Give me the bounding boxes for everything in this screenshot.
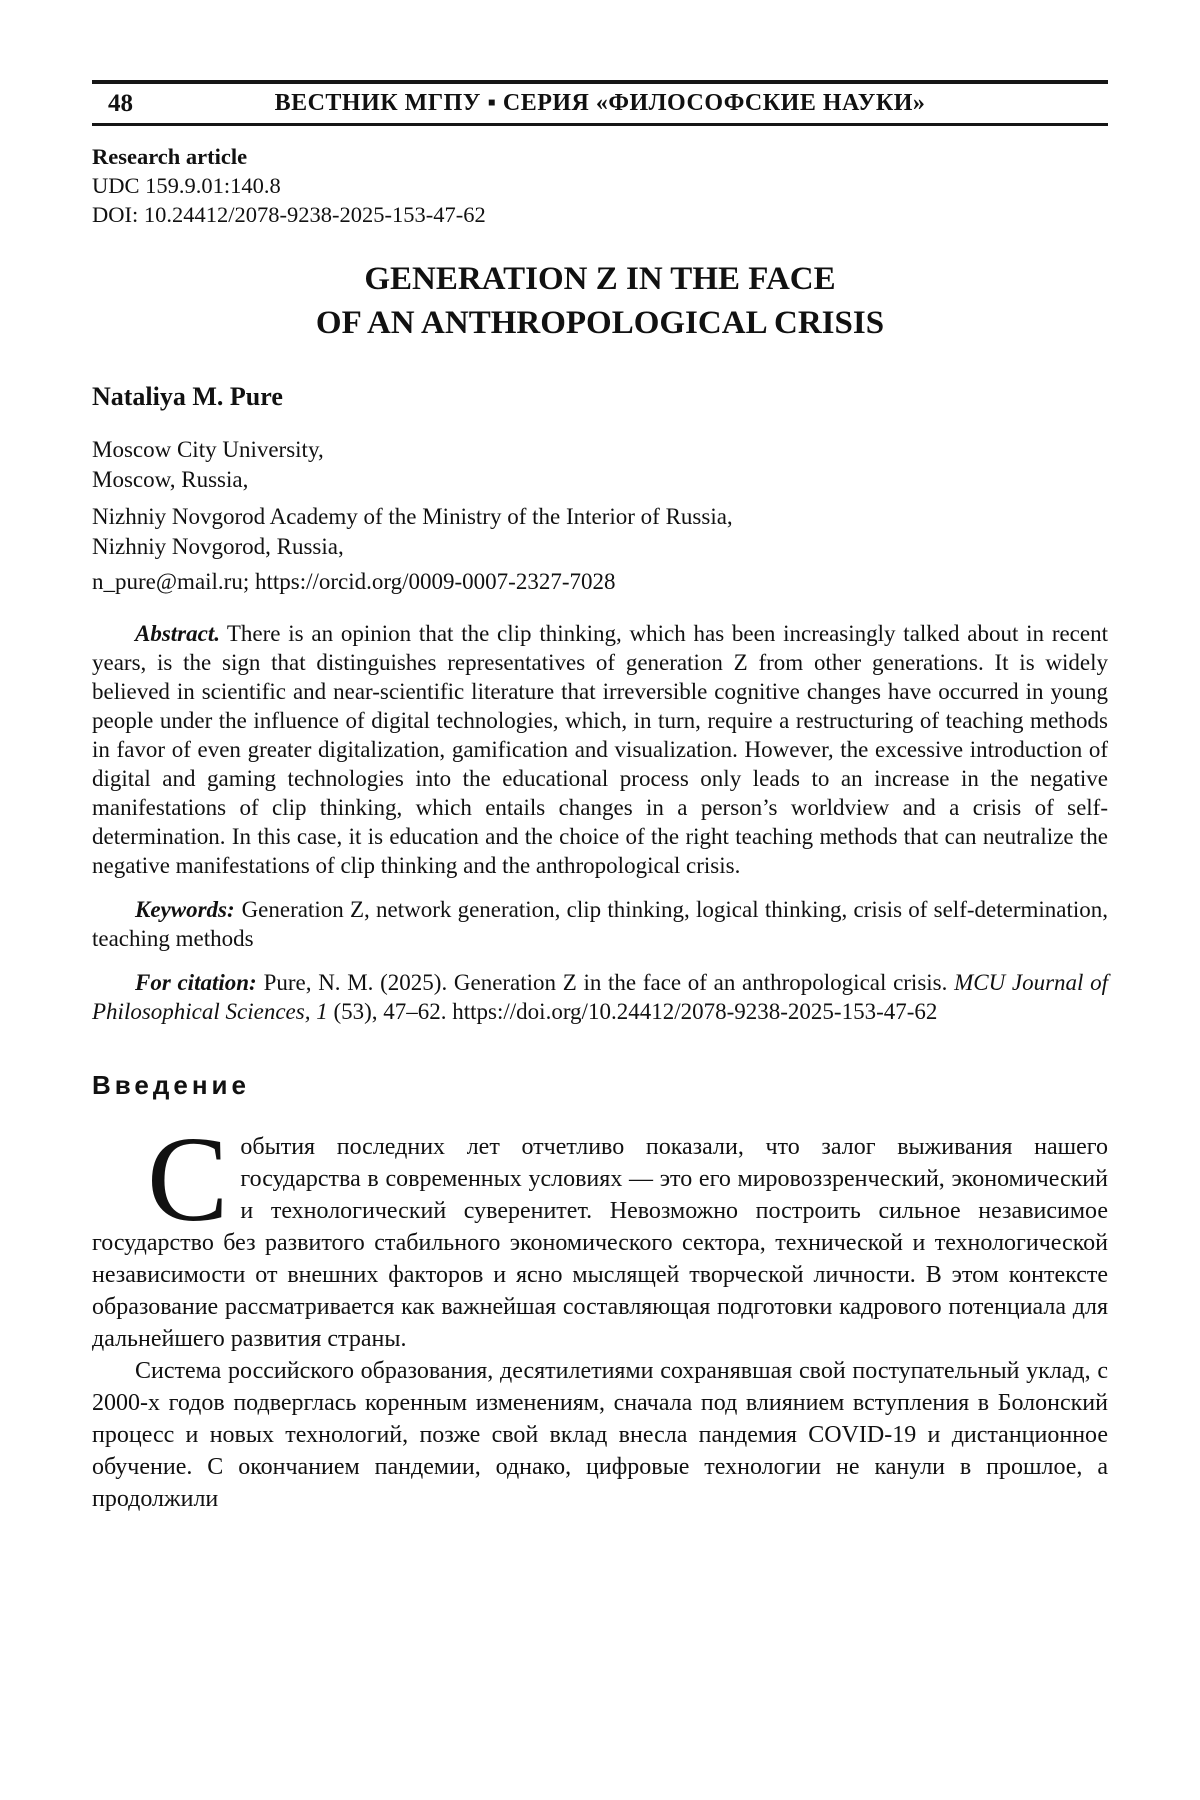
citation-journal: MCU Journal of Philosophical Sciences, 1	[92, 970, 1108, 1024]
author-name: Nataliya M. Pure	[92, 382, 283, 411]
affiliation-1-location: Moscow, Russia,	[92, 467, 249, 492]
running-header	[92, 80, 1108, 126]
citation-label: For citation:	[135, 970, 257, 995]
article-title	[92, 257, 1108, 345]
citation-text-2: (53), 47–62. https://doi.org/10.24412/2078-9238-2025-153-47-62	[327, 999, 938, 1024]
article-type: Research article	[92, 144, 248, 169]
intro-paragraph-1-text: обытия последних лет отчетливо показали, что залог выживания нашего государства в современных условиях — это его мировоззренческий, экономический и технологический суверенитет. Невозможно построить сильное независимое государство без развитого стабильного экономического сектора, технической и технологической независимости от внешних факторов и ясно мыслящей творческой личности. В этом контексте образование рассматривается как важнейшая составляющая подготовки кадрового потенциала для дальнейшего развития страны.	[92, 1134, 1108, 1352]
abstract-text: There is an opinion that the clip thinking, which has been increasingly talked about in recent years, is the sign that distinguishes representatives of generation Z from other generations. It is widely believed in scientific and near-scientific literature that irreversible cognitive changes have occurred in young people under the influence of digital technologies, which, in turn, require a restructuring of teaching methods in favor of even greater digitalization, gamification and visualization. However, the excessive introduction of digital and gaming technologies into the educational process only leads to an increase in the negative manifestations of clip thinking, which entails changes in a person’s worldview and a crisis of self-determination. In this case, it is education and the choice of the right teaching methods that can neutralize the negative manifestations of clip thinking and the anthropological crisis.	[92, 621, 1108, 878]
intro-paragraph-1	[92, 1112, 1108, 1355]
affiliation-2-institution: Nizhniy Novgorod Academy of the Ministry of the Interior of Russia,	[92, 504, 733, 529]
citation-text-1: Pure, N. M. (2025). Generation Z in the face of an anthropological crisis.	[263, 970, 955, 995]
author-contact: n_pure@mail.ru; https://orcid.org/0009-0007-2327-7028	[92, 569, 616, 594]
drop-cap: С	[147, 1112, 229, 1247]
article-title-line-2: OF AN ANTHROPOLOGICAL CRISIS	[315, 305, 885, 341]
article-title-line-1: GENERATION Z IN THE FACE	[364, 261, 836, 297]
keywords	[92, 895, 1108, 953]
affiliation-1-institution: Moscow City University,	[92, 437, 324, 462]
intro-paragraph-2: Система российского образования, десятилетиями сохранявшая свой поступательный уклад, с 2000-х годов подверглась коренным изменениям, сначала под влиянием вступления в Болонский процесс и новых технологий, позже свой вклад внесла пандемия COVID-19 и дистанционное обучение. С окончанием пандемии, однако, цифровые технологии не канули в прошлое, а продолжили	[92, 1358, 1108, 1512]
abstract	[92, 619, 1108, 880]
affiliation-1	[92, 435, 1108, 495]
section-heading-introduction: Введение	[92, 1070, 250, 1100]
journal-title: ВЕСТНИК МГПУ ▪ СЕРИЯ «ФИЛОСОФСКИЕ НАУКИ»	[274, 90, 926, 116]
article-meta	[92, 142, 1108, 229]
page-number: 48	[108, 89, 133, 117]
keywords-label: Keywords:	[135, 897, 235, 922]
citation	[92, 968, 1108, 1026]
doi-line: DOI: 10.24412/2078-9238-2025-153-47-62	[92, 202, 486, 227]
udc-line: UDC 159.9.01:140.8	[92, 173, 281, 198]
affiliation-2	[92, 502, 1108, 562]
abstract-label: Abstract.	[135, 621, 220, 646]
affiliation-2-location: Nizhniy Novgorod, Russia,	[92, 534, 344, 559]
keywords-text: Generation Z, network generation, clip thinking, logical thinking, crisis of self-determination, teaching methods	[92, 897, 1108, 951]
affiliations	[92, 435, 1108, 597]
article-content	[0, 142, 1200, 1515]
